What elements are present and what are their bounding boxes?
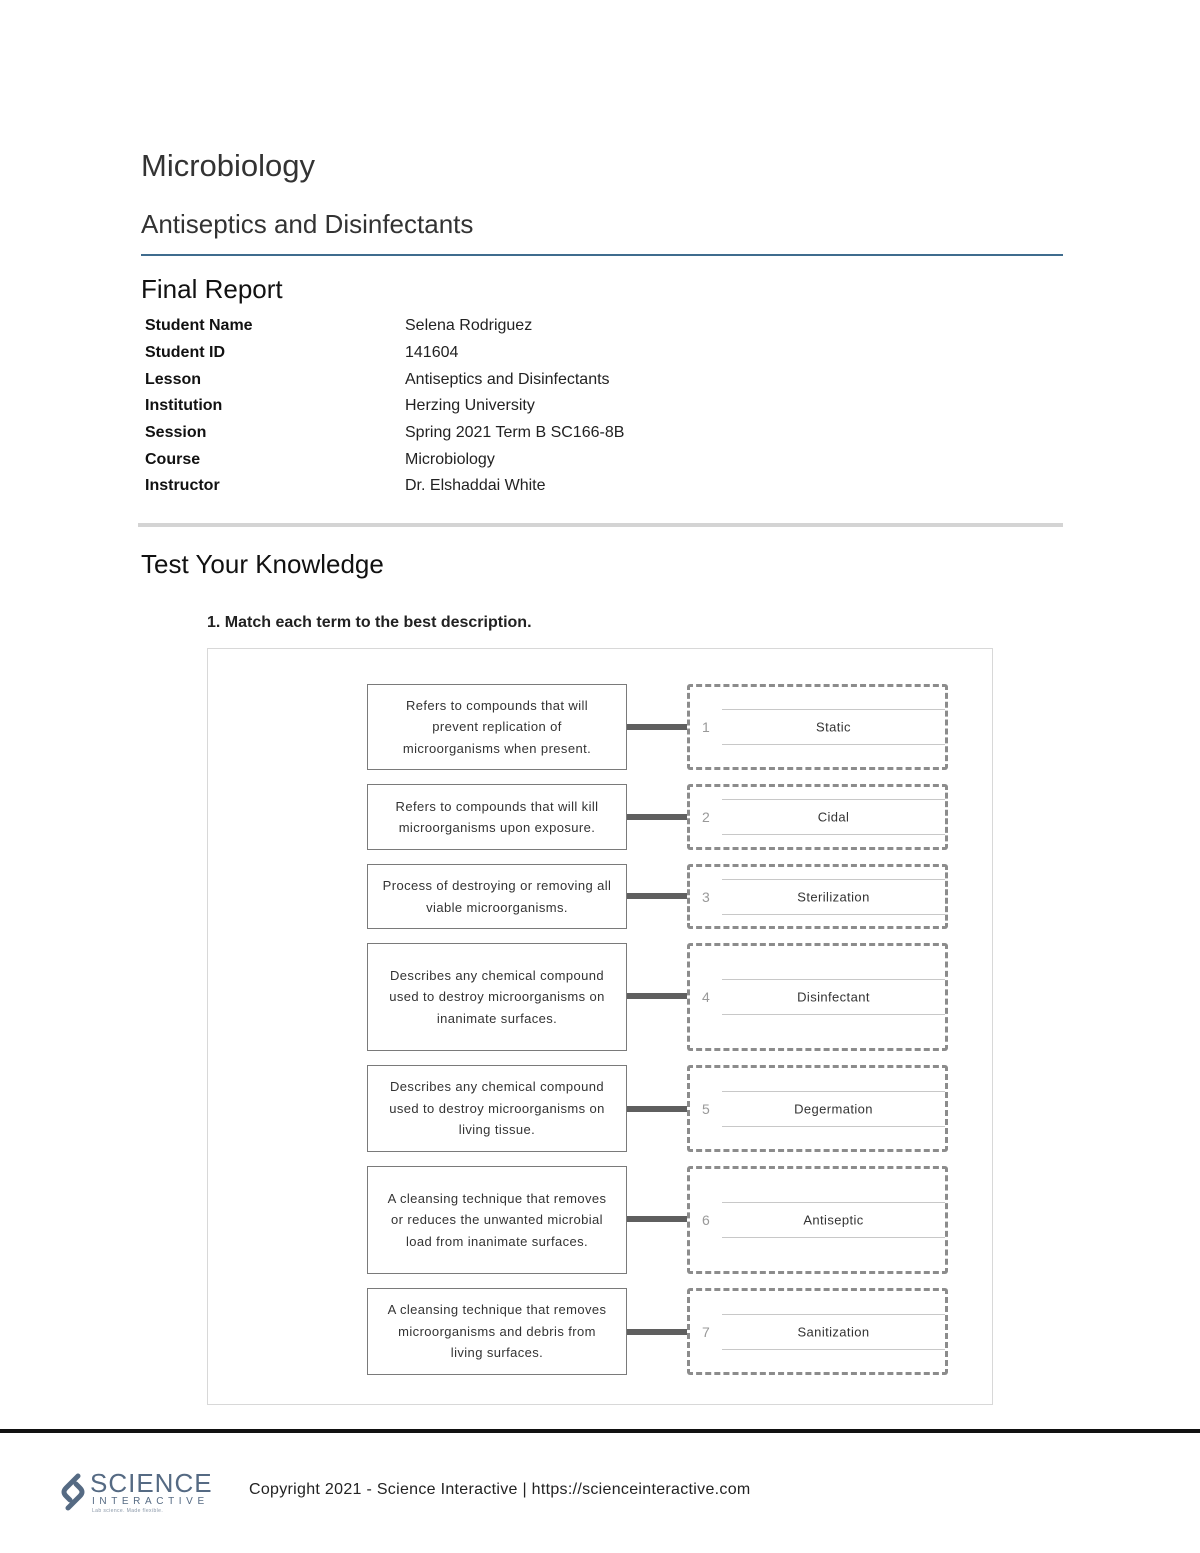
matched-term[interactable]: Degermation xyxy=(794,1101,873,1116)
info-value: Selena Rodriguez xyxy=(405,317,533,335)
section-title: Test Your Knowledge xyxy=(141,549,384,579)
match-connector xyxy=(627,1216,687,1222)
info-row-student-name xyxy=(145,313,624,340)
description-text: Refers to compounds that will prevent replication of microorganisms when present. xyxy=(402,697,592,756)
info-row-institution xyxy=(145,393,624,420)
match-connector xyxy=(627,724,687,730)
matched-term[interactable]: Antiseptic xyxy=(803,1212,864,1228)
match-answer-slot[interactable] xyxy=(687,1065,948,1152)
info-label: Course xyxy=(145,450,201,468)
info-value: Spring 2021 Term B SC166-8B xyxy=(405,424,625,442)
match-answer-slot[interactable] xyxy=(687,1288,948,1375)
logo-wordmark: SCIENCE xyxy=(90,1468,213,1498)
match-description xyxy=(367,1065,627,1152)
slot-number: 4 xyxy=(702,989,710,1005)
question-prompt: 1. Match each term to the best description. xyxy=(207,614,532,631)
match-description xyxy=(367,864,627,929)
slot-number: 2 xyxy=(702,809,710,825)
match-connector xyxy=(627,993,687,999)
match-description xyxy=(367,1288,627,1375)
info-value: Microbiology xyxy=(405,450,495,468)
description-text: Refers to compounds that will kill microorganisms upon exposure. xyxy=(395,798,599,835)
matched-term[interactable]: Static xyxy=(816,719,851,735)
description-text: Describes any chemical compound used to destroy microorganisms on inanimate surfaces. xyxy=(389,967,605,1026)
lesson-title: Antiseptics and Disinfectants xyxy=(141,209,474,239)
matched-term[interactable]: Sanitization xyxy=(797,1324,870,1339)
match-description xyxy=(367,1166,627,1274)
description-text: A cleansing technique that removes or reduces the unwanted microbial load from inanimate surfaces. xyxy=(387,1190,607,1249)
slot-number: 3 xyxy=(702,888,710,905)
match-description xyxy=(367,943,627,1051)
match-connector xyxy=(627,1329,687,1335)
match-connector xyxy=(627,1106,687,1112)
report-title: Final Report xyxy=(141,274,283,304)
description-text: Describes any chemical compound used to destroy microorganisms on living tissue. xyxy=(389,1079,605,1138)
section-divider xyxy=(138,523,1063,527)
match-connector xyxy=(627,814,687,820)
footer-divider xyxy=(0,1429,1200,1433)
info-label: Session xyxy=(145,424,207,442)
matched-term[interactable]: Sterilization xyxy=(797,889,870,904)
slot-number: 1 xyxy=(702,719,710,735)
header-divider xyxy=(141,254,1063,256)
match-connector xyxy=(627,893,687,899)
info-label: Student ID xyxy=(145,344,225,362)
match-answer-slot[interactable] xyxy=(687,684,948,770)
logo-mark-icon xyxy=(58,1472,88,1512)
matched-term[interactable]: Disinfectant xyxy=(797,989,870,1005)
slot-number: 7 xyxy=(702,1323,710,1340)
match-answer-slot[interactable] xyxy=(687,864,948,929)
logo-tagline: Lab science. Made flexible. xyxy=(92,1508,164,1514)
match-description xyxy=(367,684,627,770)
info-value: Dr. Elshaddai White xyxy=(405,477,546,495)
copyright-text: Copyright 2021 - Science Interactive | https://scienceinteractive.com xyxy=(249,1481,751,1498)
match-answer-slot[interactable] xyxy=(687,943,948,1051)
info-value: Herzing University xyxy=(405,397,535,415)
slot-number: 6 xyxy=(702,1212,710,1228)
info-value: 141604 xyxy=(405,344,459,362)
info-row-student-id xyxy=(145,340,624,367)
description-text: Process of destroying or removing all viable microorganisms. xyxy=(382,878,612,915)
info-row-course xyxy=(145,446,624,473)
slot-number: 5 xyxy=(702,1100,710,1117)
match-description xyxy=(367,784,627,850)
info-label: Student Name xyxy=(145,317,253,335)
info-value: Antiseptics and Disinfectants xyxy=(405,370,610,388)
info-label: Institution xyxy=(145,397,223,415)
info-row-instructor xyxy=(145,473,624,500)
description-text: A cleansing technique that removes microorganisms and debris from living surfaces. xyxy=(387,1302,607,1361)
match-answer-slot[interactable] xyxy=(687,784,948,850)
match-answer-slot[interactable] xyxy=(687,1166,948,1274)
logo-subword: INTERACTIVE xyxy=(92,1496,209,1507)
info-row-session xyxy=(145,420,624,447)
info-label: Lesson xyxy=(145,370,202,388)
matched-term[interactable]: Cidal xyxy=(817,809,850,825)
info-row-lesson xyxy=(145,366,624,393)
info-label: Instructor xyxy=(145,477,220,495)
student-info-table xyxy=(145,313,624,500)
course-title: Microbiology xyxy=(141,148,316,183)
science-interactive-logo xyxy=(58,1470,218,1514)
